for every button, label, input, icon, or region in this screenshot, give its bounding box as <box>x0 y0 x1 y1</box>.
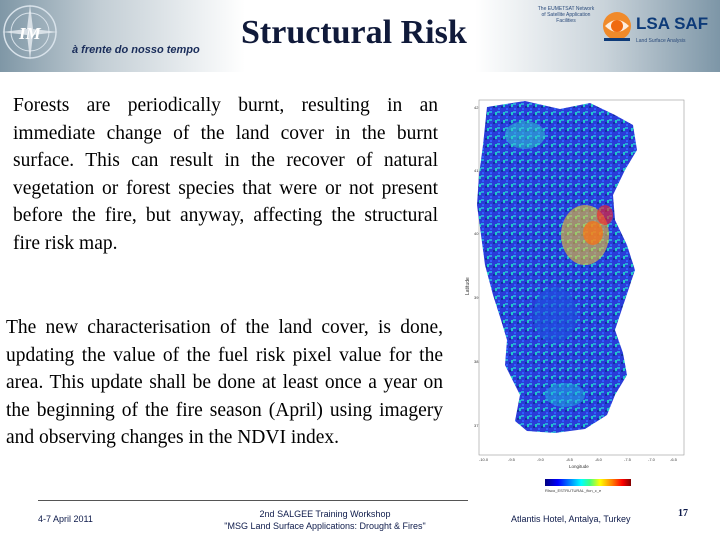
map-xtick: -8.0 <box>595 457 602 462</box>
tagline: à frente do nosso tempo <box>72 44 200 56</box>
footer-workshop <box>205 508 445 532</box>
map-ytick: 39 <box>474 295 479 300</box>
map-xtick: -9.5 <box>508 457 515 462</box>
map-xtick: -7.0 <box>648 457 655 462</box>
lsa-network-text: The EUMETSAT Network of Satellite Application Facilities <box>537 6 595 24</box>
lsa-saf-name: LSA SAF <box>636 14 709 33</box>
map-xtick: -7.5 <box>624 457 631 462</box>
map-xtick: -6.5 <box>670 457 677 462</box>
footer-venue: Atlantis Hotel, Antalya, Turkey <box>511 514 631 524</box>
page-number: 17 <box>678 508 688 519</box>
map-xtick: -10.0 <box>479 457 489 462</box>
footer-divider <box>38 500 468 501</box>
footer-workshop-line1: 2nd SALGEE Training Workshop <box>259 509 391 519</box>
map-colorbar <box>545 479 631 486</box>
footer-date: 4-7 April 2011 <box>38 514 93 524</box>
paragraph-land-cover-update: The new characterisation of the land cover, is done, updating the value of the fuel risk pixel value for the area. This update shall be done at least once a year on the beginning of the fire season (April) using imagery and observing changes in the NDVI index. <box>6 317 443 448</box>
structural-risk-map <box>465 95 695 495</box>
map-ytick: 42 <box>474 105 479 110</box>
map-xtick: -8.5 <box>566 457 573 462</box>
map-caption: RIsco_ESTRUTURAL_ficn_c_e <box>545 488 602 493</box>
im-logo-icon <box>0 2 62 64</box>
paragraph-forest-burn: Forests are periodically burnt, resulting in an immediate change of the land cover in the burnt surface. This can result in the recover of natural vegetation or forest species that were or not present before the fire, but anyway, affecting the structural fire risk map. <box>13 95 438 254</box>
lsa-saf-subtitle: Land Surface Analysis <box>636 38 686 44</box>
map-ytick: 37 <box>474 423 479 428</box>
footer-workshop-line2: "MSG Land Surface Applications: Drought & Fires" <box>224 521 426 531</box>
map-xlabel: Longitude <box>569 464 589 469</box>
page-title: Structural Risk <box>241 14 467 51</box>
map-xtick: -9.0 <box>537 457 544 462</box>
lsa-saf-logo-icon <box>600 8 634 44</box>
map-ytick: 40 <box>474 231 479 236</box>
map-ytick: 38 <box>474 359 479 364</box>
svg-text:IM: IM <box>19 24 41 43</box>
map-ylabel: Latitude <box>465 277 471 295</box>
map-ytick: 41 <box>474 168 479 173</box>
